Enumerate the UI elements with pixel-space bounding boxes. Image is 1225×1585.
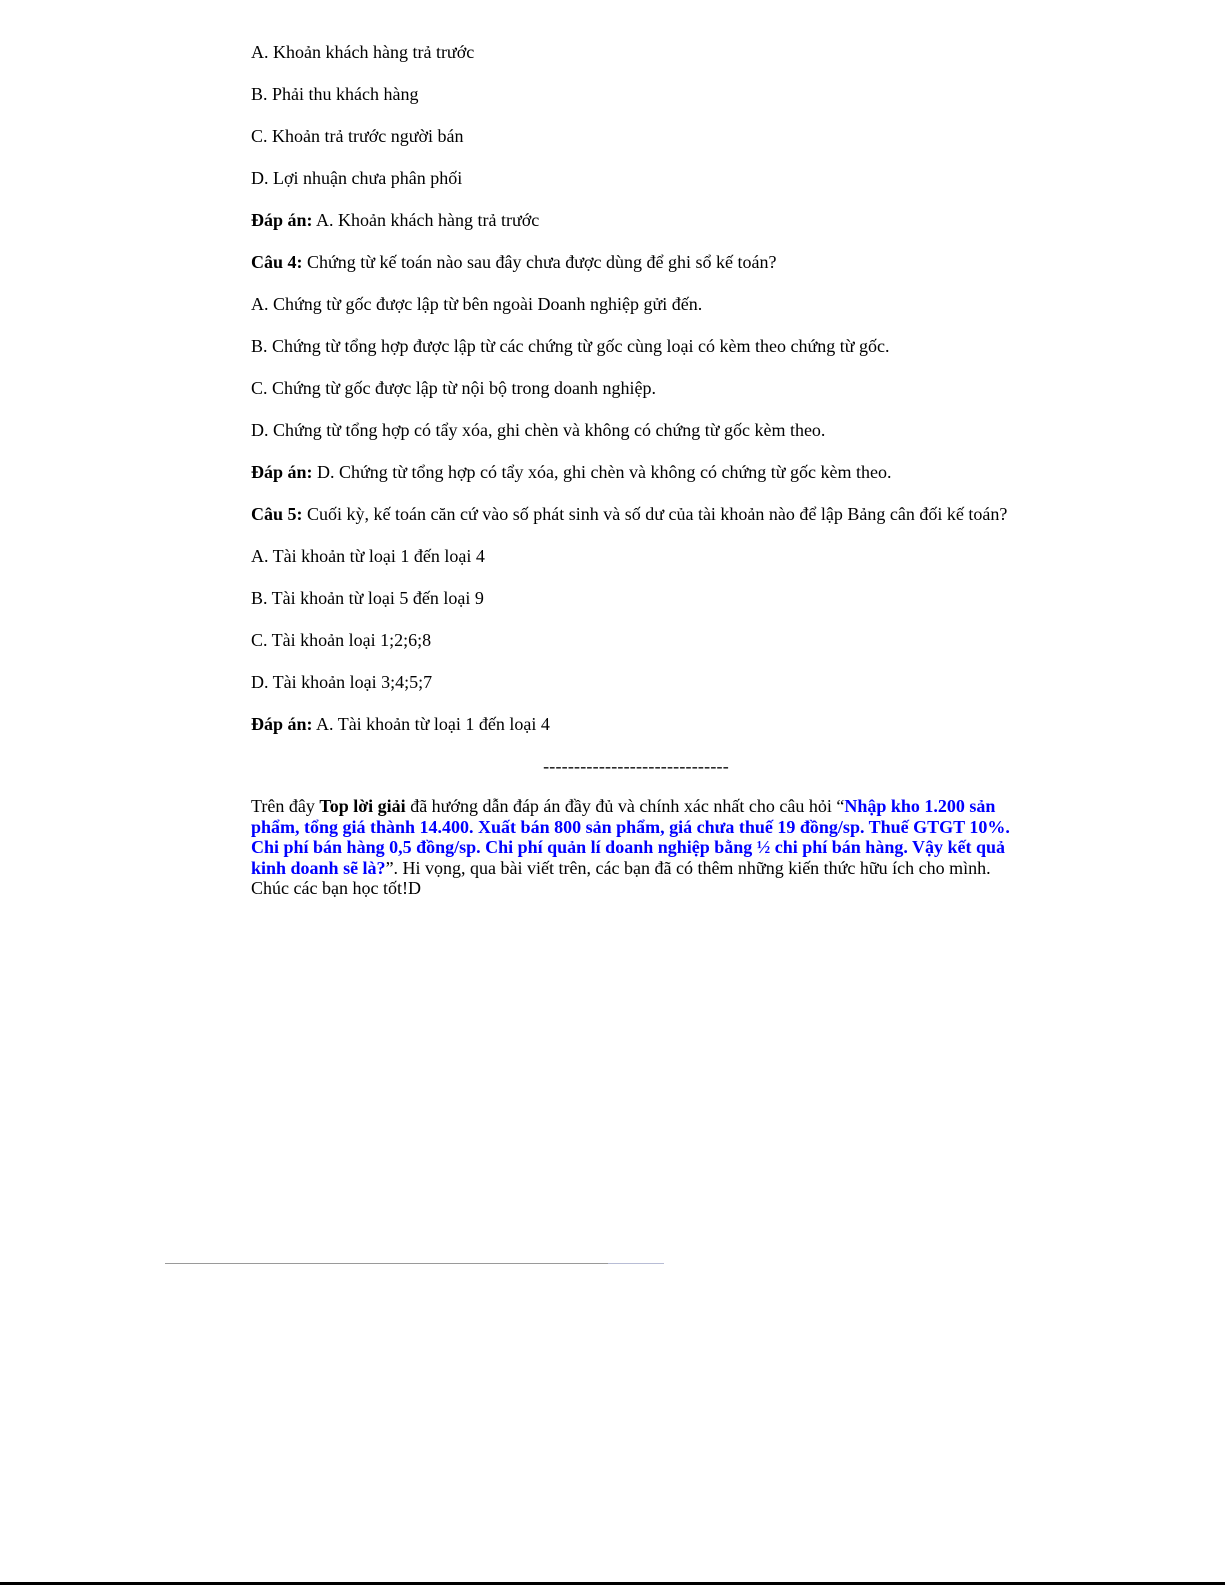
question-highlight: Nhập kho 1.200 sản phẩm, tổng giá thành 14.400. Xuất bán 800 sản phẩm, giá chưa thuế 19 đồng/sp. Thuế GTGT 10%. Chi phí bán hàng 0,5 đồng/sp. Chi phí quản lí doanh nghiệp bằng ½ chi phí bán hàng. Vậy kết quả kinh doanh sẽ là? bbox=[251, 796, 1010, 878]
closing-prefix: Trên đây bbox=[251, 796, 320, 816]
question-label: Câu 5: bbox=[251, 504, 303, 524]
q5-option-b: B. Tài khoản từ loại 5 đến loại 9 bbox=[251, 588, 484, 608]
brand-name: Top lời giải bbox=[319, 796, 406, 816]
q3-option-c: C. Khoản trả trước người bán bbox=[251, 126, 464, 146]
closing-paragraph bbox=[251, 796, 1021, 899]
answer-text: D. Chứng từ tổng hợp có tẩy xóa, ghi chèn và không có chứng từ gốc kèm theo. bbox=[312, 462, 892, 482]
answer-text: A. Tài khoản từ loại 1 đến loại 4 bbox=[312, 714, 550, 734]
q4-answer bbox=[251, 460, 1021, 502]
q4-question bbox=[251, 250, 1021, 292]
q4-option-c: C. Chứng từ gốc được lập từ nội bộ trong doanh nghiệp. bbox=[251, 378, 656, 398]
q5-option-d: D. Tài khoản loại 3;4;5;7 bbox=[251, 672, 433, 692]
closing-suffix: ”. Hi vọng, qua bài viết trên, các bạn đã có thêm những kiến thức hữu ích cho mình. Chúc các bạn học tốt!D bbox=[251, 857, 991, 898]
answer-text: A. Khoản khách hàng trả trước bbox=[312, 210, 540, 230]
q4-option-a: A. Chứng từ gốc được lập từ bên ngoài Doanh nghiệp gửi đến. bbox=[251, 294, 703, 314]
section-separator: ------------------------------ bbox=[543, 756, 729, 776]
q5-option-a: A. Tài khoản từ loại 1 đến loại 4 bbox=[251, 546, 485, 566]
q5-option-c: C. Tài khoản loại 1;2;6;8 bbox=[251, 630, 432, 650]
footer-divider bbox=[165, 1263, 608, 1264]
q3-option-d: D. Lợi nhuận chưa phân phối bbox=[251, 168, 463, 188]
footer-divider-accent bbox=[608, 1263, 664, 1264]
q5-answer bbox=[251, 712, 1021, 754]
q3-answer bbox=[251, 208, 1021, 250]
answer-label: Đáp án: bbox=[251, 462, 313, 482]
q3-option-b: B. Phải thu khách hàng bbox=[251, 84, 419, 104]
question-text: Cuối kỳ, kế toán căn cứ vào số phát sinh và số dư của tài khoản nào để lập Bảng cân đối kế toán? bbox=[302, 504, 1008, 524]
question-label: Câu 4: bbox=[251, 252, 303, 272]
closing-middle: đã hướng dẫn đáp án đầy đủ và chính xác nhất cho câu hỏi “ bbox=[405, 796, 845, 816]
q3-option-a: A. Khoản khách hàng trả trước bbox=[251, 42, 475, 62]
answer-label: Đáp án: bbox=[251, 210, 313, 230]
answer-label: Đáp án: bbox=[251, 714, 313, 734]
q4-option-b: B. Chứng từ tổng hợp được lập từ các chứng từ gốc cùng loại có kèm theo chứng từ gốc. bbox=[251, 336, 890, 356]
q4-option-d: D. Chứng từ tổng hợp có tẩy xóa, ghi chèn và không có chứng từ gốc kèm theo. bbox=[251, 420, 826, 440]
document-body bbox=[251, 40, 1021, 899]
question-text: Chứng từ kế toán nào sau đây chưa được dùng để ghi sổ kế toán? bbox=[302, 252, 777, 272]
q5-question bbox=[251, 502, 1021, 544]
